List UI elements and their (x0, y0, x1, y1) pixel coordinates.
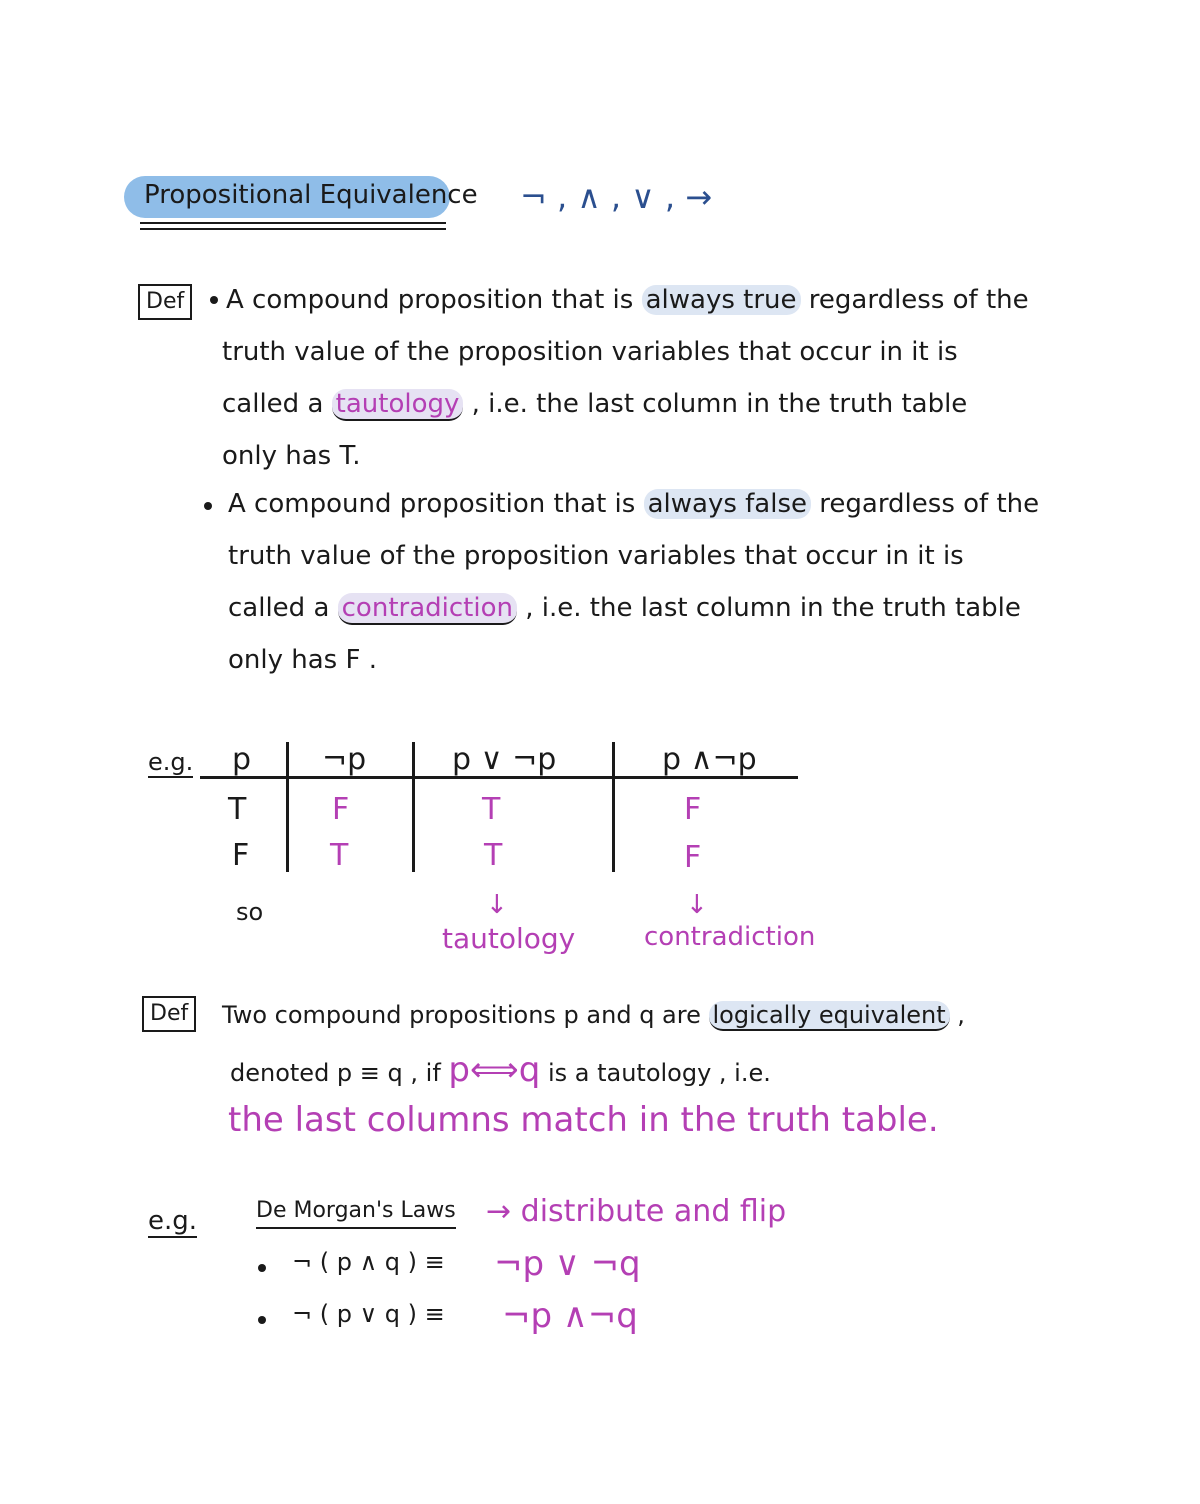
law1-right: ¬p ∨ ¬q (494, 1244, 641, 1284)
text-span: regardless of the (811, 489, 1040, 519)
def1-line3 (222, 378, 967, 430)
arrow-down-icon: ↓ (686, 890, 708, 920)
def2-line1 (222, 996, 965, 1034)
def-label-2: Def (142, 996, 196, 1032)
bullet-law-1 (258, 1264, 266, 1272)
cell-r1-or: T (482, 792, 501, 827)
def2-line2 (230, 1050, 771, 1093)
table-divider-3 (612, 742, 615, 872)
eg-label-2: e.g. (148, 1206, 198, 1236)
table-divider-2 (412, 742, 415, 872)
so-label: so (236, 898, 264, 926)
demorgan-heading: De Morgan's Laws (256, 1198, 456, 1229)
tautology-term: tautology (332, 389, 464, 421)
text-span: called a (228, 593, 338, 623)
demorgan-note: → distribute and flip (486, 1194, 787, 1229)
header-p-or-not-p: p ∨ ¬p (452, 742, 557, 777)
text-span: A compound proposition that is (226, 285, 642, 315)
def1-b2-line2: truth value of the proposition variables that occur in it is (228, 541, 964, 571)
page-title: Propositional Equivalence (144, 180, 478, 210)
def1-b2-line3 (228, 582, 1021, 634)
text-span: called a (222, 389, 332, 419)
contradiction-term: contradiction (338, 593, 517, 625)
eg-label-1: e.g. (148, 748, 194, 776)
def1-line1 (226, 274, 1029, 326)
cell-r1-and: F (684, 792, 702, 827)
law2-right: ¬p ∧¬q (502, 1296, 638, 1336)
law1-left: ¬ ( p ∧ q ) ≡ (292, 1248, 445, 1276)
cell-r2-not-p: T (330, 838, 349, 873)
text-span: , i.e. the last column in the truth table (463, 389, 968, 419)
cell-r1-not-p: F (332, 792, 350, 827)
law2-left: ¬ ( p ∨ q ) ≡ (292, 1300, 445, 1328)
title-underline (140, 222, 446, 224)
text-span: is a tautology , i.e. (540, 1059, 771, 1087)
header-not-p: ¬p (322, 742, 367, 777)
arrow-down-icon: ↓ (486, 890, 508, 920)
cell-r1-p: T (228, 792, 247, 827)
tautology-label: tautology (442, 922, 576, 955)
always-false-highlight: always false (644, 489, 811, 519)
def-label-1: Def (138, 284, 192, 320)
cell-r2-p: F (232, 838, 250, 873)
title-underline-2 (140, 228, 446, 230)
def1-b2-line4: only has F . (228, 645, 377, 675)
def1-line2: truth value of the proposition variables that occur in it is (222, 337, 958, 367)
text-span: , i.e. the last column in the truth table (516, 593, 1021, 623)
def2-line3: the last columns match in the truth table. (228, 1100, 939, 1140)
contradiction-label: contradiction (644, 922, 816, 952)
cell-r2-and: F (684, 840, 702, 875)
text-span: , (949, 1001, 965, 1029)
cell-r2-or: T (484, 838, 503, 873)
header-p: p (232, 742, 252, 777)
bullet-1 (210, 296, 218, 304)
text-span: regardless of the (800, 285, 1029, 315)
text-span: denoted p ≡ q , if (230, 1059, 449, 1087)
biconditional-formula: p⟺q (448, 1050, 541, 1090)
def1-b2-line1 (228, 478, 1039, 530)
bullet-law-2 (258, 1316, 266, 1324)
bullet-2 (204, 502, 212, 510)
text-span: Two compound propositions p and q are (222, 1001, 709, 1029)
always-true-highlight: always true (642, 285, 801, 315)
def1-line4: only has T. (222, 441, 361, 471)
text-span: A compound proposition that is (228, 489, 644, 519)
connectives: ¬ , ∧ , ∨ , → (520, 178, 713, 216)
header-p-and-not-p: p ∧¬p (662, 742, 757, 777)
table-divider-1 (286, 742, 289, 872)
logically-equivalent-term: logically equivalent (709, 1001, 950, 1031)
